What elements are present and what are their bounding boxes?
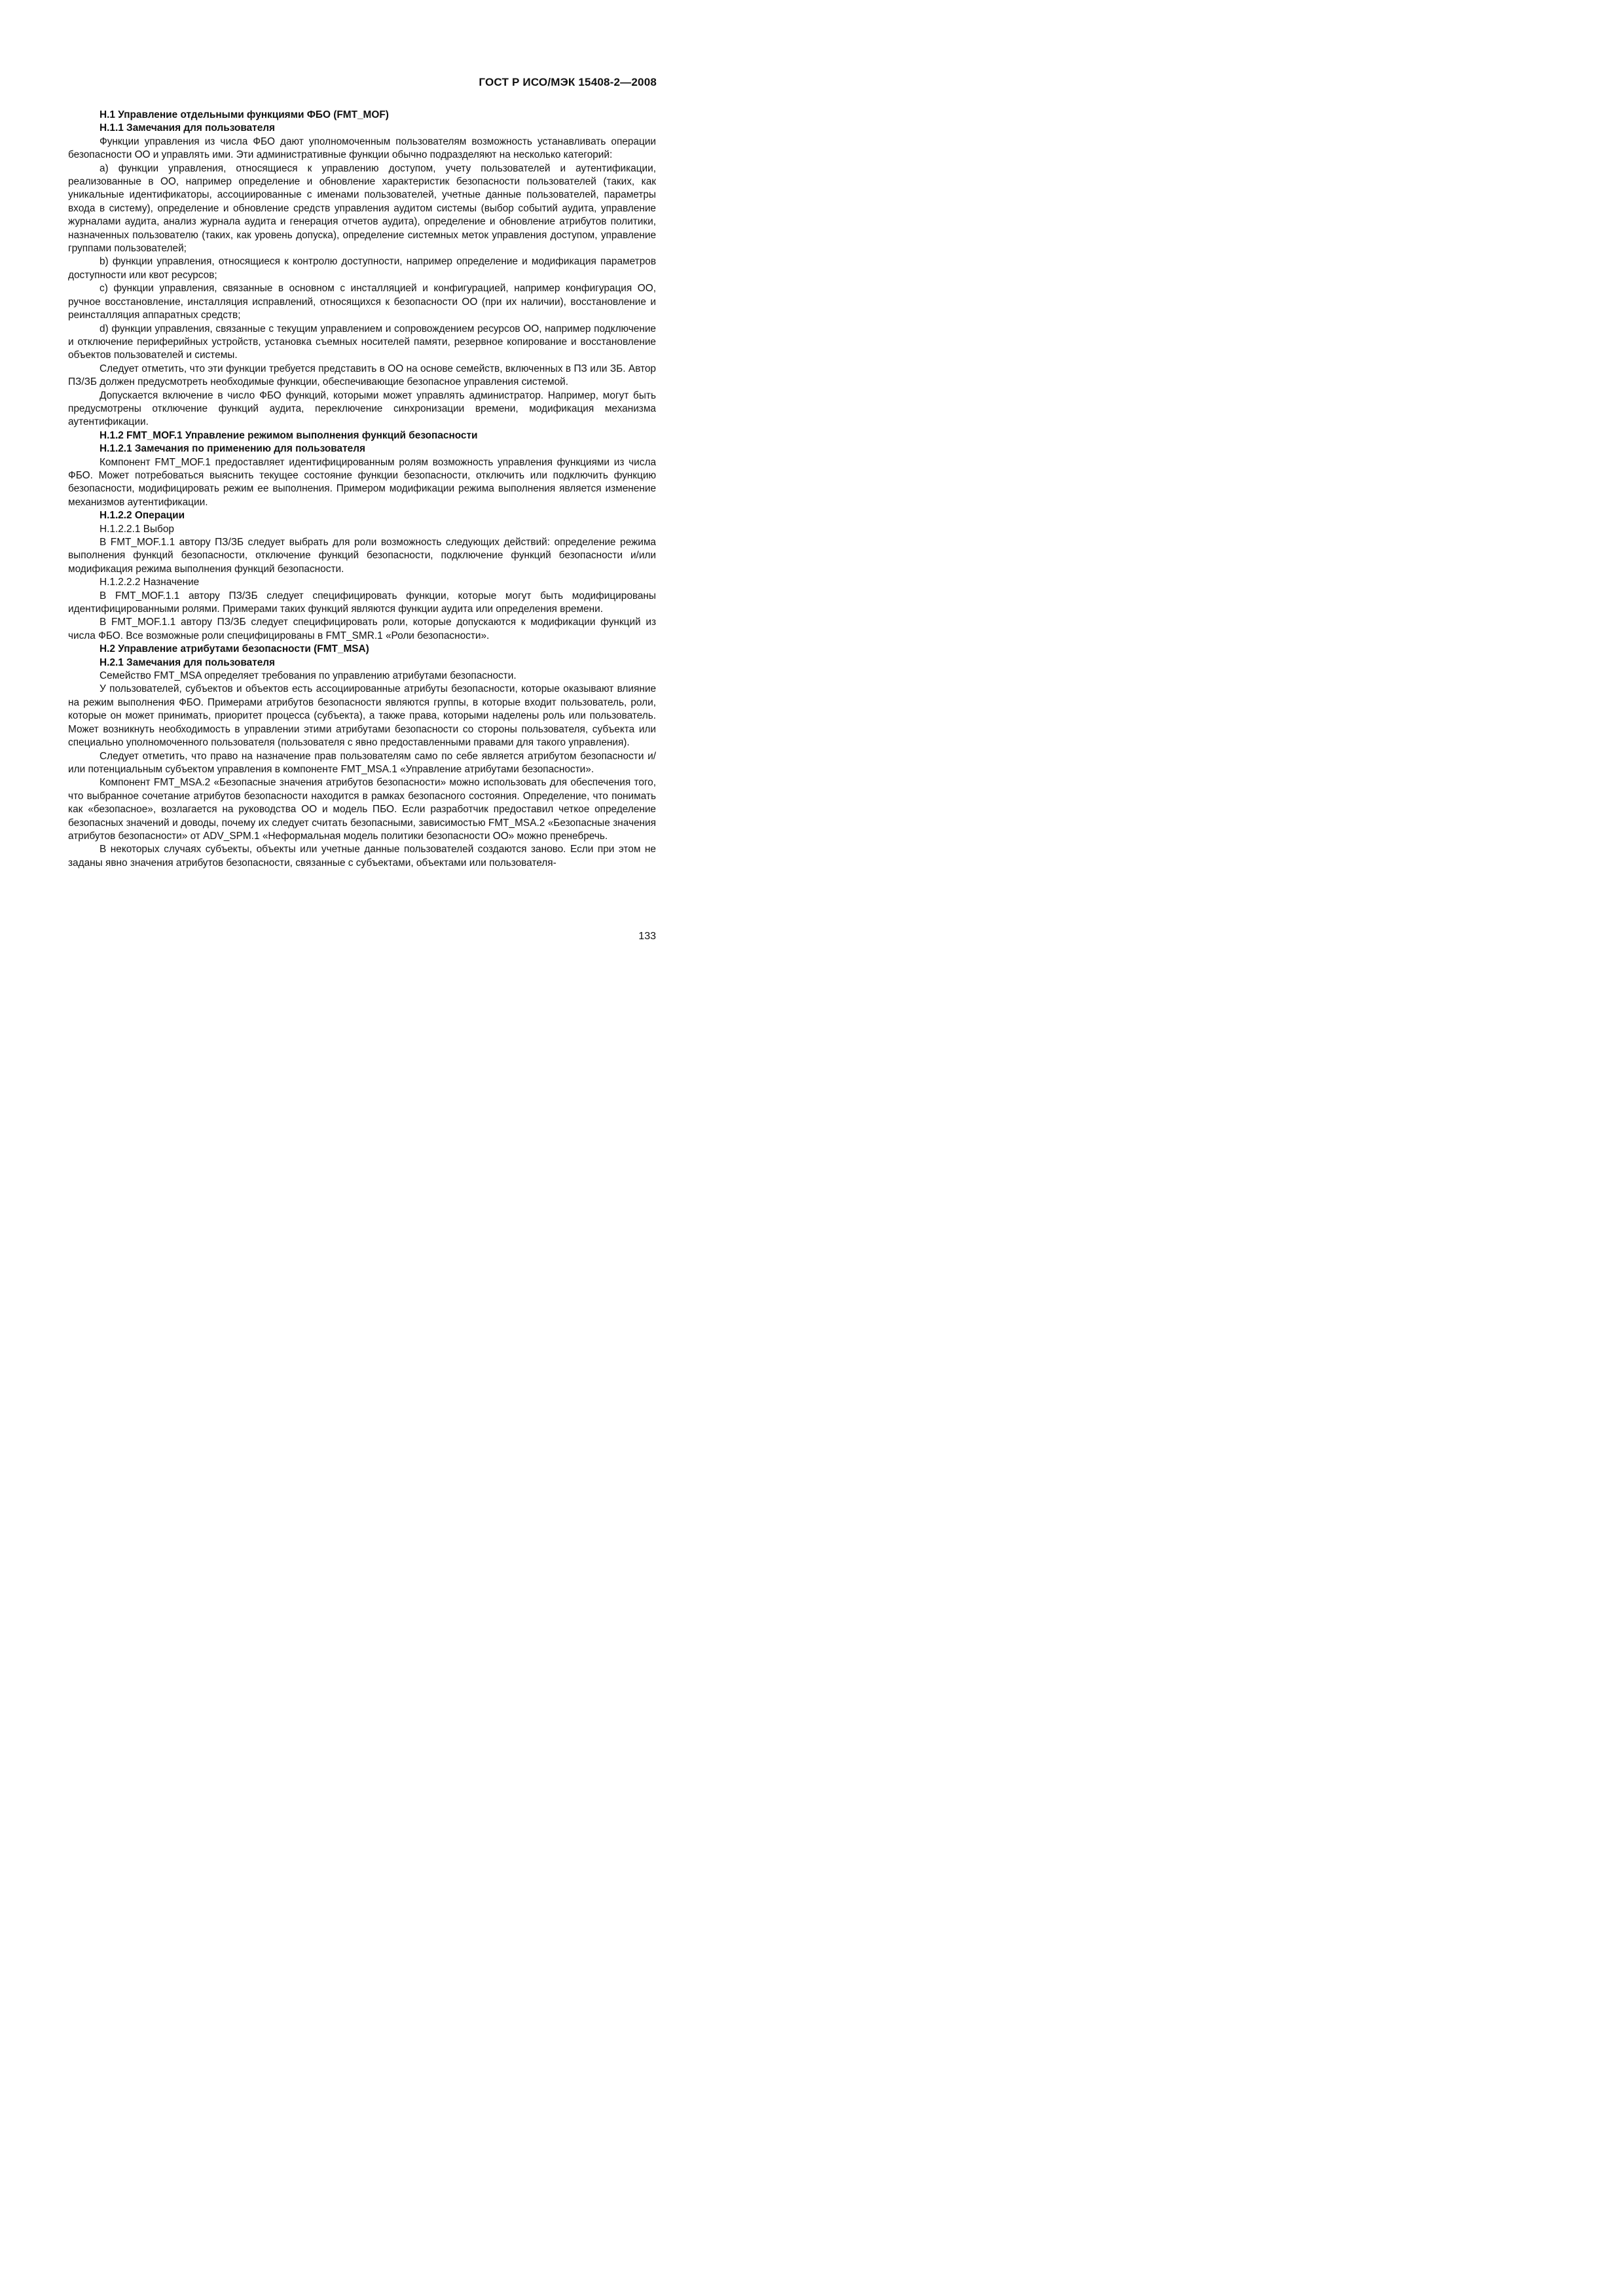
page-number: 133 <box>638 931 656 942</box>
body-paragraph: Н.1.2.2.1 Выбор <box>100 523 174 535</box>
section-heading: Н.2 Управление атрибутами безопасности (FMT_MSA) <box>100 643 369 655</box>
body-paragraph: В FMT_MOF.1.1 автору ПЗ/ЗБ следует специфицировать функции, которые могут быть модифицированы идентифицированными ролями. Примерами таких функций являются функции аудита или определения времени. <box>68 590 656 615</box>
body-paragraph: Н.1.2.2.2 Назначение <box>100 577 200 588</box>
body-paragraph: У пользователей, субъектов и объектов есть ассоциированные атрибуты безопасности, которые оказывают влияние на режим выполнения ФБО. Примерами атрибутов безопасности являются группы, в которые входит пользователь, роли, которые он может принимать, приоритет процесса (субъекта), а также права, которыми наделены роль или пользователь. Может возникнуть необходимость в управлении этими атрибутами безопасности со стороны пользователя, субъекта или специально уполномоченного пользователя (пользователя с явно предоставленными правами для такого управления). <box>68 683 656 749</box>
body-paragraph: c) функции управления, связанные в основном с инсталляцией и конфигурацией, например конфигурация ОО, ручное восстановление, инсталляция исправлений, относящихся к безопасности ОО (при их наличии), восстановление и реинсталляция аппаратных средств; <box>68 283 656 321</box>
section-heading: Н.1.2.2 Операции <box>100 510 185 522</box>
section-heading: Н.1 Управление отдельными функциями ФБО (FMT_MOF) <box>100 109 389 120</box>
section-heading: Н.1.1 Замечания для пользователя <box>100 122 276 134</box>
section-heading: Н.1.2.1 Замечания по применению для пользователя <box>100 443 365 455</box>
body-paragraph: b) функции управления, относящиеся к контролю доступности, например определение и модификация параметров доступности или квот ресурсов; <box>68 256 656 281</box>
body-paragraph: В FMT_MOF.1.1 автору ПЗ/ЗБ следует выбрать для роли возможность следующих действий: определение режима выполнения функций безопасности, отключение функций безопасности, подключение функций безопасности и/или модификация режима выполнения функций безопасности. <box>68 537 656 575</box>
body-paragraph: d) функции управления, связанные с текущим управлением и сопровождением ресурсов ОО, например подключение и отключение периферийных устройств, установка съемных носителей памяти, резервное копирование и восстановление объектов пользователей и системы. <box>68 323 656 361</box>
body-paragraph: Следует отметить, что право на назначение прав пользователям само по себе является атрибутом безопасности и/или потенциальным субъектом управления в компоненте FMT_MSA.1 «Управление атрибутами безопасности». <box>68 750 656 775</box>
body-paragraph: Функции управления из числа ФБО дают уполномоченным пользователям возможность устанавливать операции безопасности ОО и управлять ими. Эти административные функции обычно подразделяют на несколько категорий: <box>68 135 656 161</box>
body-paragraph: Компонент FMT_MSA.2 «Безопасные значения атрибутов безопасности» можно использовать для обеспечения того, что выбранное сочетание атрибутов безопасности находится в рамках безопасного состояния. Определение, что понимать как «безопасное», возлагается на руководства ОО и модель ПБО. Если разработчик предоставил четкое определение безопасных значений и доводы, почему их следует считать безопасными, зависимостью FMT_MSA.2 «Безопасные значения атрибутов безопасности» от ADV_SPM.1 «Неформальная модель политики безопасности ОО» можно пренебречь. <box>68 777 656 842</box>
body-paragraph: В FMT_MOF.1.1 автору ПЗ/ЗБ следует специфицировать роли, которые допускаются к модификации функций из числа ФБО. Все возможные роли специфицированы в FMT_SMR.1 «Роли безопасности». <box>68 617 656 641</box>
body-paragraph: Допускается включение в число ФБО функций, которыми может управлять администратор. Например, могут быть предусмотрены отключение функций аудита, переключение синхронизации времени, модификация механизма аутентификации. <box>68 389 656 428</box>
body-paragraph: a) функции управления, относящиеся к управлению доступом, учету пользователей и аутентификации, реализованные в ОО, например определение и обновление характеристик безопасности пользователей (таких, как уникальные идентификаторы, ассоциированные с именами пользователей, учетные данные пользователей, параметры входа в систему), определение и обновление средств управления аудитом системы (выбор событий аудита, управление журналами аудита, анализ журнала аудита и генерация отчетов аудита), определение и обновление атрибутов политики, назначенных пользователю (таких, как уровень допуска), определение системных меток управления доступом, управление группами пользователей; <box>68 162 656 255</box>
section-heading: Н.2.1 Замечания для пользователя <box>100 656 276 668</box>
body-paragraph: Следует отметить, что эти функции требуется представить в ОО на основе семейств, включенных в ПЗ или ЗБ. Автор ПЗ/ЗБ должен предусмотреть необходимые функции, обеспечивающие безопасное управления системой. <box>68 363 656 388</box>
section-heading: Н.1.2 FMT_MOF.1 Управление режимом выполнения функций безопасности <box>100 429 478 441</box>
body-paragraph: В некоторых случаях субъекты, объекты или учетные данные пользователей создаются заново. Если при этом не заданы явно значения атрибутов безопасности, связанные с субъектами, объектами или пользователя- <box>68 844 656 869</box>
body-paragraph: Компонент FMT_MOF.1 предоставляет идентифицированным ролям возможность управления функциями из числа ФБО. Может потребоваться выяснить текущее состояние функции безопасности, отключить или подключить функцию безопасности, модифицировать режим ее выполнения. Примером модификации режима выполнения является изменение механизмов аутентификации. <box>68 456 656 508</box>
document-body <box>68 109 656 870</box>
document-header: ГОСТ Р ИСО/МЭК 15408-2—2008 <box>479 76 657 88</box>
body-paragraph: Семейство FMT_MSA определяет требования по управлению атрибутами безопасности. <box>100 670 517 682</box>
document-page <box>0 0 720 1016</box>
